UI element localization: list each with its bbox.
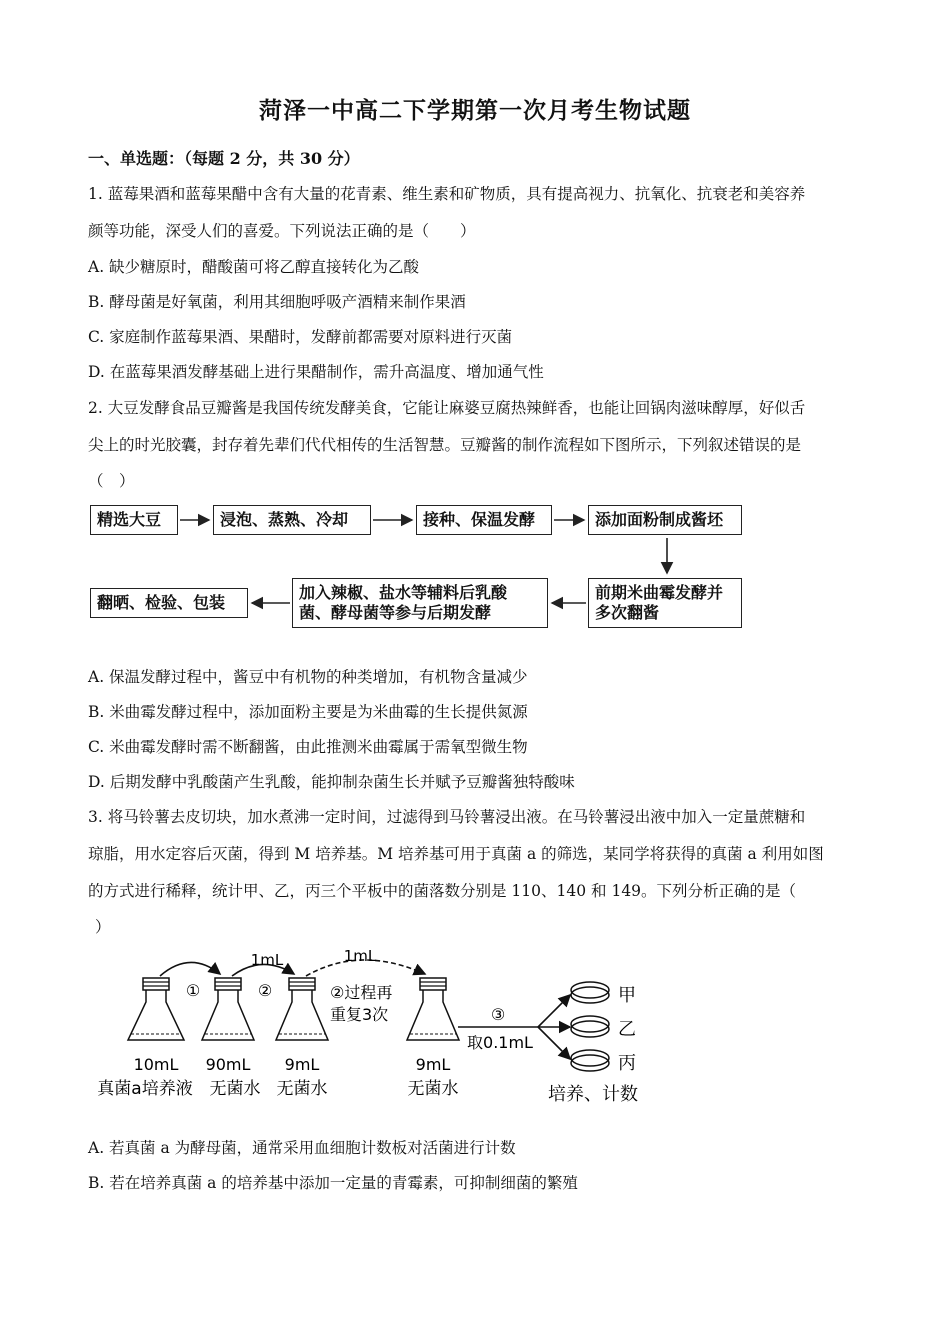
flow-step-late-line2: 菌、酵母菌等参与后期发酵 — [299, 603, 492, 622]
flask-4-name: 无菌水 — [407, 1079, 459, 1099]
step-label-3: ③ — [490, 1005, 506, 1024]
q1-option-a: A. 缺少糖原时，醋酸菌可将乙醇直接转化为乙酸 — [88, 258, 420, 276]
branch-arrow-3 — [538, 1027, 570, 1059]
q2-option-b: B. 米曲霉发酵过程中，添加面粉主要是为米曲霉的生长提供氮源 — [88, 703, 528, 721]
q2-option-d: D. 后期发酵中乳酸菌产生乳酸，能抑制杂菌生长并赋予豆瓣酱独特酸味 — [88, 773, 575, 791]
branch-arrow-1 — [538, 995, 570, 1027]
flow-step-select-beans: 精选大豆 — [90, 505, 178, 535]
flask-culture — [128, 978, 184, 1040]
q1-stem-line2: 颜等功能，深受人们的喜爱。下列说法正确的是（ ） — [88, 222, 476, 240]
flow-arrows — [0, 0, 950, 650]
flask-4-volume: 9mL — [415, 1055, 451, 1074]
q3-stem-line3: 的方式进行稀释，统计甲、乙，丙三个平板中的菌落数分别是 110、140 和 149。下列分析正确的是（ — [88, 882, 797, 900]
plate-bing — [571, 1050, 609, 1071]
flow-step-late-line1: 加入辣椒、盐水等辅料后乳酸 — [299, 583, 508, 602]
q1-stem-line1: 1. 蓝莓果酒和蓝莓果醋中含有大量的花青素、维生素和矿物质，具有提高视力、抗氧化、抗衰老和美容养 — [88, 185, 806, 203]
step-label-1: ① — [185, 981, 201, 1000]
plate-label-bing: 丙 — [618, 1053, 636, 1074]
q1-option-b: B. 酵母菌是好氧菌，利用其细胞呼吸产酒精来制作果酒 — [88, 293, 466, 311]
plate-label-yi: 乙 — [618, 1019, 636, 1040]
q2-option-c: C. 米曲霉发酵时需不断翻酱，由此推测米曲霉属于需氧型微生物 — [88, 738, 528, 756]
plate-jia — [571, 982, 609, 1003]
q3-stem-line1: 3. 将马铃薯去皮切块，加水煮沸一定时间，过滤得到马铃薯浸出液。在马铃薯浸出液中加入一定量蔗糖和 — [88, 808, 806, 826]
flow-step-inoculate: 接种、保温发酵 — [416, 505, 552, 535]
q1-option-d: D. 在蓝莓果酒发酵基础上进行果醋制作，需升高温度、增加通气性 — [88, 363, 544, 381]
transfer-arrow-1 — [160, 962, 220, 976]
dilution-figure — [0, 940, 950, 1110]
flow-step-add-flour: 添加面粉制成酱坯 — [588, 505, 742, 535]
flask-90ml — [202, 978, 254, 1040]
sample-volume-label: 取0.1mL — [467, 1033, 533, 1052]
q3-stem-line2: 琼脂，用水定容后灭菌，得到 M 培养基。M 培养基可用于真菌 a 的筛选，某同学将获得的真菌 a 利用如图 — [88, 845, 824, 863]
flask-2-volume: 90mL — [205, 1055, 251, 1074]
q3-option-a: A. 若真菌 a 为酵母菌，通常采用血细胞计数板对活菌进行计数 — [88, 1139, 516, 1157]
flow-step-early-line2: 多次翻酱 — [595, 603, 660, 622]
q2-stem-line1: 2. 大豆发酵食品豆瓣酱是我国传统发酵美食，它能让麻婆豆腐热辣鲜香，也能让回锅肉滋味醇厚，好似舌 — [88, 399, 806, 417]
q3-stem-line4: ） — [95, 918, 111, 936]
section-heading: 一、单选题：（每题 2 分，共 30 分） — [88, 149, 360, 168]
transfer-volume-1: 1mL — [250, 951, 284, 969]
repeat-label-line2: 重复3次 — [330, 1005, 389, 1024]
flow-step-early-line1: 前期米曲霉发酵并 — [595, 583, 724, 602]
flask-3-name: 无菌水 — [276, 1079, 328, 1099]
q2-option-a: A. 保温发酵过程中，酱豆中有机物的种类增加，有机物含量减少 — [88, 668, 528, 686]
flask-1-name: 真菌a培养液 — [97, 1079, 193, 1099]
flow-step-dry-pack: 翻晒、检验、包装 — [90, 588, 248, 618]
q2-stem-line2: 尖上的时光胶囊，封存着先辈们代代相传的生活智慧。豆瓣酱的制作流程如下图所示，下列叙述错误的是 — [88, 436, 802, 454]
flask-2-name: 无菌水 — [209, 1079, 261, 1099]
flow-step-soak-steam: 浸泡、蒸熟、冷却 — [213, 505, 371, 535]
flask-9ml-last — [407, 978, 459, 1040]
flask-1-volume: 10mL — [133, 1055, 179, 1074]
page-title: 菏泽一中高二下学期第一次月考生物试题 — [259, 97, 691, 124]
transfer-volume-2: 1mL — [343, 947, 377, 965]
flask-3-volume: 9mL — [284, 1055, 320, 1074]
q1-option-c: C. 家庭制作蓝莓果酒、果醋时，发酵前都需要对原料进行灭菌 — [88, 328, 513, 346]
plate-label-jia: 甲 — [618, 985, 636, 1006]
culture-count-label: 培养、计数 — [548, 1084, 638, 1105]
q2-stem-line3: （ ） — [88, 472, 135, 490]
flask-9ml-first — [276, 978, 328, 1040]
plate-yi — [571, 1016, 609, 1037]
repeat-label-line1: ②过程再 — [330, 983, 393, 1002]
step-label-2: ② — [257, 981, 273, 1000]
q3-option-b: B. 若在培养真菌 a 的培养基中添加一定量的青霉素，可抑制细菌的繁殖 — [88, 1174, 578, 1192]
